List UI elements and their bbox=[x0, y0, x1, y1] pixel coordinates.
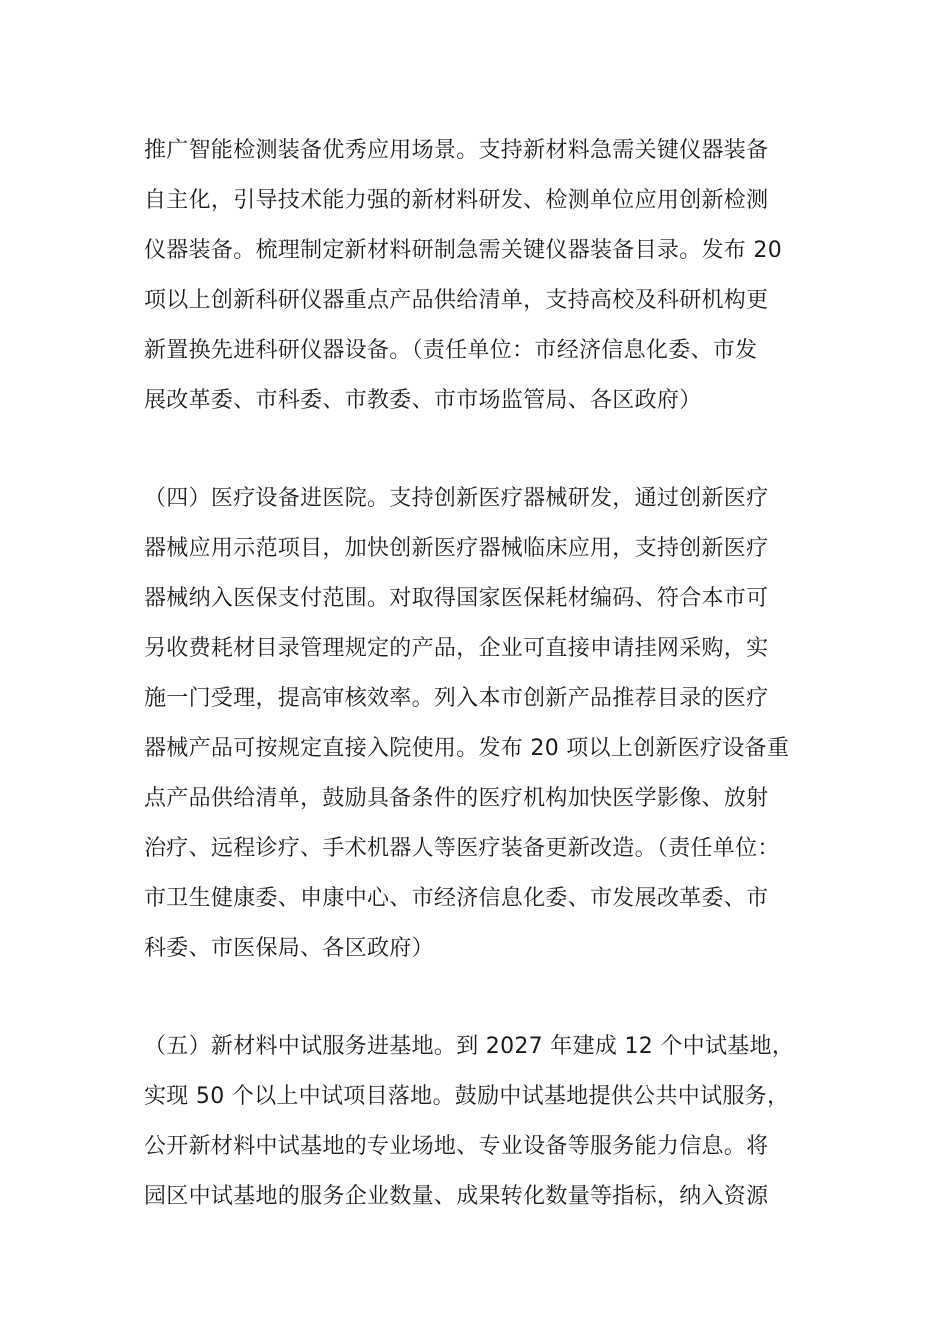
text-line: 点产品供给清单，鼓励具备条件的医疗机构加快医学影像、放射 bbox=[144, 786, 769, 811]
text-line: 科委、市医保局、各区政府） bbox=[144, 936, 434, 961]
text-line: 另收费耗材目录管理规定的产品，企业可直接申请挂网采购，实 bbox=[144, 636, 769, 661]
text-line: 施一门受理，提高审核效率。列入本市创新产品推荐目录的医疗 bbox=[144, 686, 769, 711]
paragraph-pilot-test-base bbox=[144, 1022, 834, 1222]
text-line: 园区中试基地的服务企业数量、成果转化数量等指标，纳入资源 bbox=[144, 1184, 769, 1209]
text-line: 器械应用示范项目，加快创新医疗器械临床应用，支持创新医疗 bbox=[144, 536, 769, 561]
paragraph-instrument-equipment bbox=[144, 126, 834, 426]
text-line: 公开新材料中试基地的专业场地、专业设备等服务能力信息。将 bbox=[144, 1134, 769, 1159]
text-line: 自主化，引导技术能力强的新材料研发、检测单位应用创新检测 bbox=[144, 188, 769, 213]
text-line: 项以上创新科研仪器重点产品供给清单，支持高校及科研机构更 bbox=[144, 288, 769, 313]
text-line: 推广智能检测装备优秀应用场景。支持新材料急需关键仪器装备 bbox=[144, 138, 769, 163]
paragraph-medical-equipment bbox=[144, 474, 834, 974]
text-line: 展改革委、市科委、市教委、市市场监管局、各区政府） bbox=[144, 388, 702, 413]
text-line: 器械纳入医保支付范围。对取得国家医保耗材编码、符合本市可 bbox=[144, 586, 769, 611]
text-line: 新置换先进科研仪器设备。（责任单位：市经济信息化委、市发 bbox=[144, 338, 758, 363]
text-line: 实现 50 个以上中试项目落地。鼓励中试基地提供公共中试服务， bbox=[144, 1084, 790, 1109]
text-line: 器械产品可按规定直接入院使用。发布 20 项以上创新医疗设备重 bbox=[144, 736, 790, 761]
text-line: 治疗、远程诊疗、手术机器人等医疗装备更新改造。（责任单位： bbox=[144, 836, 780, 861]
text-line: 市卫生健康委、申康中心、市经济信息化委、市发展改革委、市 bbox=[144, 886, 769, 911]
text-line: 仪器装备。梳理制定新材料研制急需关键仪器装备目录。发布 20 bbox=[144, 238, 782, 263]
text-line: （五）新材料中试服务进基地。到 2027 年建成 12 个中试基地， bbox=[144, 1034, 795, 1059]
text-line: （四）医疗设备进医院。支持创新医疗器械研发，通过创新医疗 bbox=[144, 486, 769, 511]
